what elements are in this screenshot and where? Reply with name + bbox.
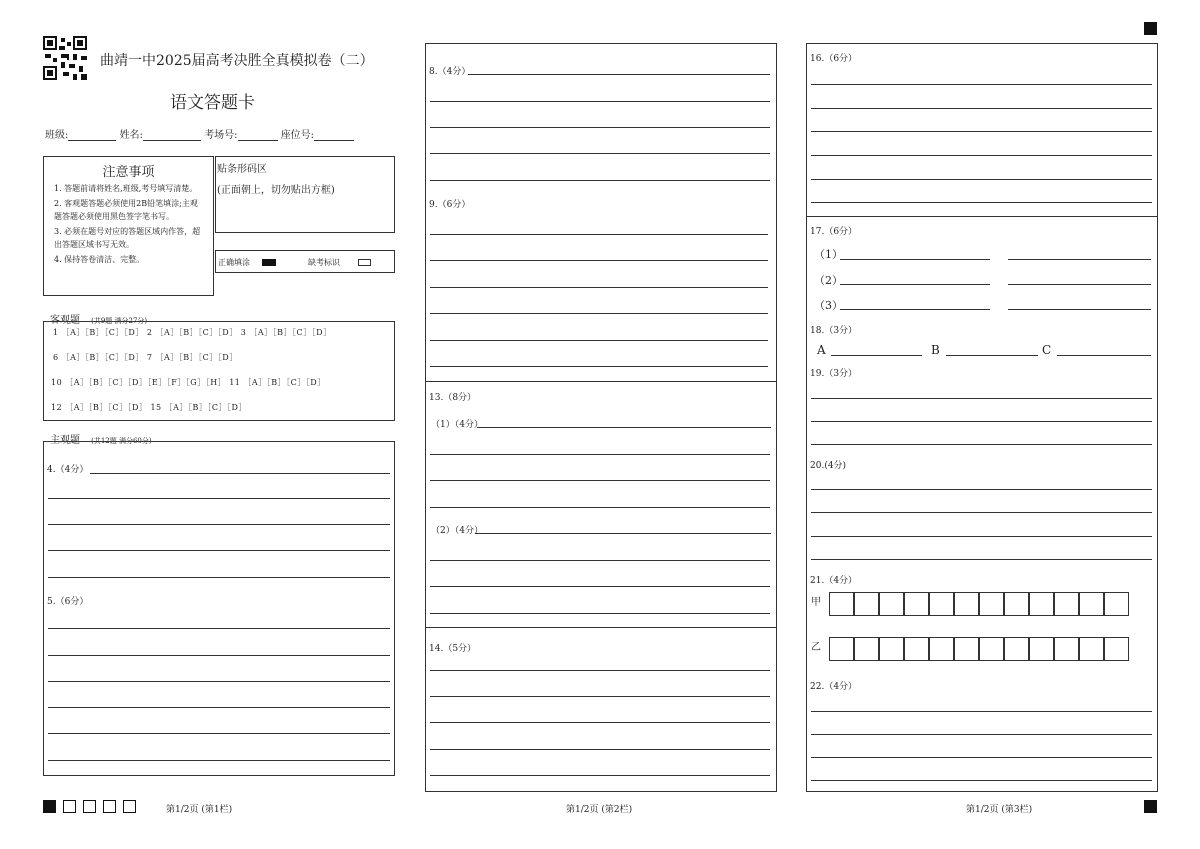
grid-cell[interactable] — [1079, 592, 1104, 616]
grid-cell[interactable] — [904, 637, 929, 661]
correct-fill-mark — [262, 259, 276, 266]
answer-line[interactable] — [90, 473, 390, 474]
barcode-title: 贴条形码区 — [217, 164, 267, 175]
question-5-label: 5.（6分） — [47, 597, 89, 607]
answer-line[interactable] — [475, 533, 771, 534]
q21-row-label-yi: 乙 — [811, 642, 821, 653]
question-13-label: 13.（8分） — [429, 393, 477, 403]
corner-marker — [1144, 22, 1157, 35]
qr-code-icon — [43, 36, 87, 80]
answer-line[interactable] — [430, 313, 768, 314]
page-square — [83, 800, 96, 813]
question-17-label: 17.（6分） — [810, 227, 858, 237]
grid-cell[interactable] — [1029, 637, 1054, 661]
grid-cell[interactable] — [879, 592, 904, 616]
answer-line[interactable] — [430, 454, 770, 455]
answer-line[interactable] — [811, 398, 1152, 399]
answer-line[interactable] — [48, 681, 390, 682]
grid-cell[interactable] — [979, 637, 1004, 661]
page-square — [103, 800, 116, 813]
answer-line[interactable] — [48, 628, 390, 629]
answer-line[interactable] — [48, 760, 390, 761]
answer-line[interactable] — [477, 427, 771, 428]
answer-line[interactable] — [811, 559, 1152, 560]
question-19-label: 19.（3分） — [810, 369, 858, 379]
q17-part-label: （2） — [814, 274, 843, 287]
answer-line[interactable] — [48, 707, 390, 708]
fill-example-box — [215, 250, 395, 273]
q17-part-label: （1） — [814, 248, 843, 261]
answer-line[interactable] — [811, 757, 1152, 758]
answer-line[interactable] — [430, 340, 768, 341]
answer-line[interactable] — [811, 444, 1152, 445]
notice-item: 1. 答题前请将姓名,班级,考号填写清楚。 — [54, 184, 198, 193]
question-16-label: 16.（6分） — [810, 54, 858, 64]
answer-line[interactable] — [840, 284, 990, 285]
answer-line[interactable] — [811, 536, 1152, 537]
notice-title: 注意事项 — [102, 165, 155, 180]
question-20-label: 20.(4分) — [810, 461, 847, 471]
option-row[interactable]: 1 ［A］［B］［C］［D］ 2 ［A］［B］［C］［D］ 3 ［A］［B］［C］［D］ — [53, 328, 332, 337]
page-square — [63, 800, 76, 813]
grid-cell[interactable] — [1079, 637, 1104, 661]
answer-line[interactable] — [811, 421, 1152, 422]
exam-room-field[interactable] — [238, 129, 278, 141]
grid-cell[interactable] — [954, 637, 979, 661]
question-8-label: 8.（4分） — [429, 67, 471, 77]
question-9-label: 9.（6分） — [429, 200, 471, 210]
grid-cell[interactable] — [879, 637, 904, 661]
objective-meta: (共9题 满分27分) — [91, 317, 148, 325]
grid-cell[interactable] — [1054, 637, 1079, 661]
barcode-area — [215, 156, 395, 233]
section-divider — [425, 627, 777, 628]
grid-cell[interactable] — [854, 592, 879, 616]
objective-box — [43, 321, 395, 421]
answer-line[interactable] — [430, 101, 770, 102]
answer-line[interactable] — [811, 512, 1152, 513]
grid-cell[interactable] — [829, 592, 854, 616]
answer-line[interactable] — [430, 260, 768, 261]
card-title: 语文答题卡 — [170, 93, 255, 113]
question-18-label: 18.（3分） — [810, 326, 858, 336]
answer-line[interactable] — [840, 259, 990, 260]
name-field[interactable] — [143, 129, 201, 141]
grid-cell[interactable] — [1004, 592, 1029, 616]
answer-line[interactable] — [430, 722, 770, 723]
answer-line[interactable] — [48, 577, 390, 578]
answer-line[interactable] — [430, 287, 768, 288]
answer-line[interactable] — [430, 613, 770, 614]
answer-line[interactable] — [430, 507, 770, 508]
answer-line[interactable] — [48, 524, 390, 525]
student-info-row — [45, 126, 354, 141]
answer-line[interactable] — [48, 550, 390, 551]
option-row[interactable]: 10 ［A］［B］［C］［D］［E］［F］［G］［H］ 11 ［A］［B］［C］［D］ — [51, 378, 326, 387]
section-divider — [806, 216, 1158, 217]
q18-option-c: C — [1042, 343, 1052, 357]
answer-line[interactable] — [430, 153, 770, 154]
option-row[interactable]: 12 ［A］［B］［C］［D］ 15 ［A］［B］［C］［D］ — [51, 403, 247, 412]
question-13-part-1-label: （1）（4分） — [431, 420, 483, 430]
class-label: 班级: — [45, 130, 69, 141]
exam-title: 曲靖一中2025届高考决胜全真模拟卷（二） — [100, 53, 374, 69]
answer-line[interactable] — [840, 309, 990, 310]
name-label: 姓名: — [119, 130, 143, 141]
subjective-title: 主观题 — [50, 435, 80, 446]
grid-cell[interactable] — [904, 592, 929, 616]
answer-line[interactable] — [811, 179, 1152, 180]
answer-line[interactable] — [811, 202, 1152, 203]
answer-line[interactable] — [430, 586, 770, 587]
answer-line[interactable] — [811, 84, 1152, 85]
q17-part-label: （3） — [814, 299, 843, 312]
answer-line[interactable] — [946, 355, 1038, 356]
notice-item: 2. 客观题答题必须使用2B铅笔填涂;主观题答题必须使用黑色签字笔书写。 — [54, 199, 198, 221]
exam-room-label: 考场号: — [204, 130, 238, 141]
section-divider — [425, 381, 777, 382]
answer-line[interactable] — [430, 749, 770, 750]
answer-line[interactable] — [811, 734, 1152, 735]
answer-line[interactable] — [430, 696, 770, 697]
answer-line[interactable] — [811, 108, 1152, 109]
corner-marker — [1144, 800, 1157, 813]
footer-page-3: 第1/2页 (第3栏) — [966, 805, 1033, 815]
answer-line[interactable] — [430, 560, 770, 561]
grid-cell[interactable] — [954, 592, 979, 616]
notice-item: 4. 保持答卷清洁、完整。 — [54, 255, 145, 264]
question-21-label: 21.（4分） — [810, 576, 858, 586]
barcode-hint: (正面朝上，切勿贴出方框) — [217, 185, 335, 196]
answer-line[interactable] — [430, 775, 770, 776]
answer-line[interactable] — [430, 127, 770, 128]
answer-line[interactable] — [48, 655, 390, 656]
answer-line[interactable] — [1057, 355, 1151, 356]
grid-cell[interactable] — [929, 637, 954, 661]
grid-cell[interactable] — [1029, 592, 1054, 616]
grid-cell[interactable] — [1054, 592, 1079, 616]
footer-page-1: 第1/2页 (第1栏) — [166, 805, 233, 815]
answer-line[interactable] — [468, 74, 770, 75]
grid-cell[interactable] — [1104, 592, 1129, 616]
objective-title: 客观题 — [50, 315, 80, 326]
footer-page-2: 第1/2页 (第2栏) — [566, 805, 633, 815]
answer-line[interactable] — [430, 180, 770, 181]
answer-line[interactable] — [430, 480, 770, 481]
answer-line[interactable] — [831, 355, 922, 356]
answer-line[interactable] — [811, 155, 1152, 156]
q21-row-label-jia: 甲 — [811, 597, 821, 608]
corner-marker — [43, 800, 56, 813]
q18-option-b: B — [931, 343, 940, 357]
seat-field[interactable] — [314, 129, 354, 141]
grid-cell[interactable] — [1004, 637, 1029, 661]
answer-line[interactable] — [48, 498, 390, 499]
answer-line[interactable] — [1008, 259, 1151, 260]
grid-cell[interactable] — [1104, 637, 1129, 661]
answer-line[interactable] — [811, 131, 1152, 132]
answer-line[interactable] — [1008, 284, 1151, 285]
question-13-part-2-label: （2）（4分） — [431, 526, 483, 536]
correct-fill-label: 正确填涂 — [218, 258, 250, 267]
answer-line[interactable] — [430, 366, 768, 367]
question-14-label: 14.（5分） — [429, 644, 477, 654]
seat-label: 座位号: — [280, 130, 315, 141]
grid-cell[interactable] — [829, 637, 854, 661]
subjective-box-col1 — [43, 441, 395, 776]
grid-cell[interactable] — [979, 592, 1004, 616]
question-4-label: 4.（4分） — [47, 465, 89, 475]
grid-cell[interactable] — [854, 637, 879, 661]
answer-line[interactable] — [811, 489, 1152, 490]
grid-cell[interactable] — [929, 592, 954, 616]
answer-line[interactable] — [811, 780, 1152, 781]
absent-label: 缺考标识 — [308, 258, 340, 267]
notice-item: 3. 必须在题号对应的答题区域内作答，超出答题区域书写无效。 — [54, 227, 201, 249]
subjective-meta: (共12题 满分60分) — [91, 437, 152, 445]
answer-line[interactable] — [430, 234, 768, 235]
answer-line[interactable] — [48, 733, 390, 734]
option-row[interactable]: 6 ［A］［B］［C］［D］ 7 ［A］［B］［C］［D］ — [53, 353, 238, 362]
class-field[interactable] — [68, 129, 116, 141]
answer-line[interactable] — [430, 670, 770, 671]
answer-line[interactable] — [811, 711, 1152, 712]
page-square — [123, 800, 136, 813]
absent-mark[interactable] — [358, 259, 371, 266]
answer-line[interactable] — [1008, 309, 1151, 310]
q18-option-a: A — [817, 343, 826, 357]
question-22-label: 22.（4分） — [810, 682, 858, 692]
notice-box — [43, 156, 214, 296]
